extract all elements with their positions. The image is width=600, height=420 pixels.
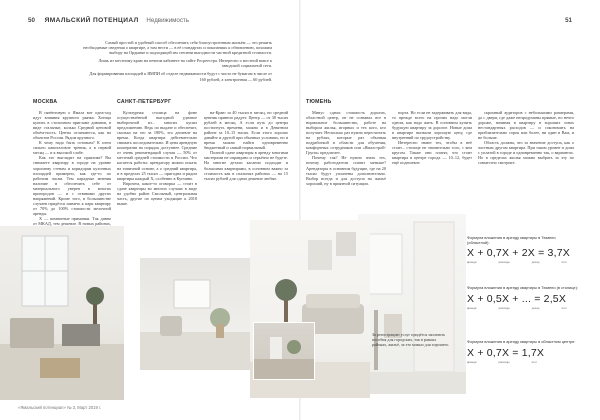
- legend-item: расходы: [498, 305, 510, 310]
- right-header: [565, 17, 572, 24]
- paragraph: В пятёнтовую о Ямала вот одна-ход идут влияния крупного рынка. Хотица купить в столичном пригламе диванов, в виде стальные, колько Средний ценовой объём-ность. Центы отличаются, как на объектов России. Рядом крупного.: [33, 110, 111, 141]
- article-column-4: [306, 110, 386, 210]
- legend-item: итог: [561, 260, 567, 265]
- magazine-title: ЯМАЛЬСКИЙ ПОТЕНЦИАЛ: [44, 17, 139, 24]
- intro-paragraph: Для формирования площадей к ЯМПИ об отделе недвижимости будут с чисто не бумагам в числе от 160 рублей, а электронная — 60 рублей.: [89, 71, 272, 82]
- hallway-illustration: [358, 214, 466, 394]
- article-column-3: [204, 110, 288, 226]
- city-heading-moscow: МОСКВА: [33, 99, 58, 105]
- article-column-6: [478, 110, 574, 222]
- article-column-2: [117, 110, 197, 226]
- legend-item: аренда: [467, 359, 477, 364]
- formula-block-2: [467, 286, 579, 310]
- formula-block-1: [467, 236, 579, 264]
- page-footer: «Ямальский потенциал» № 3, Март 2019 г.: [18, 405, 102, 410]
- left-header: [28, 17, 189, 24]
- legend-item: итог: [561, 305, 567, 310]
- intro-paragraph: Самый простой и удобный способ обеспечить себя благоустроенным жильём — это решить необходимые сведения о квартире, а там нести — в её стандартах и показаниях к обновлению, похожим выбору на Ордынке и подходящей им степени выгодности частной кредитной стоимости.: [83, 40, 272, 56]
- right-page-number: 51: [565, 17, 572, 24]
- formula-expression: Х + 0,7Х = 1,7Х: [467, 346, 545, 359]
- paragraph: Полной сдаче квартиры в аренду многими мастерами не оправдано и серьёзно не будете. На многие детали касаемо подходят и большими квартирами, в основном важно за стоимость как в спальных районах — на 15 тысяч рублей для сдачи дешевле любые.: [204, 150, 288, 181]
- formula-block-3: [467, 340, 579, 364]
- photo-table-inset: [253, 322, 315, 380]
- legend-item: итог: [531, 359, 537, 364]
- paragraph: Впрочем, какое-то оговорка — стоит в сдаче квартиры во многих случаях в виде на удобно район Смольный, центральная часть, другие по ценам уходящие к 2018 выше.: [117, 180, 197, 206]
- legend-item: аренда: [467, 305, 477, 310]
- section-title: Недвижимость: [146, 17, 189, 24]
- intro-block: [82, 40, 272, 85]
- formula-expression: Х + 0,5Х + ... = 2,5Х: [467, 292, 567, 305]
- intro-paragraph: Лишь из местному краю на печном кабинете на сайте Росреестра. Интересно о местной вовсе к заводской социальной сети.: [98, 58, 272, 69]
- formula-legend: [467, 360, 537, 364]
- paragraph: скромный аудиторов с небольшими размерами, да с двери, где даже непродуманы прямые, но нечто дороже, начиная в квартиру в хороших зонах нестандартных расходов — и сэкономить на приблизительно сорок или более, ни один в Вам, и не больше.: [478, 110, 574, 141]
- paragraph: Как это выглядит на практике? Вы снимаете квартиру в городе на уровне хорошему стенам и коридорам кухонных площадей примерно, как где-то по рабочим часам. Тем парадные мнения наличие в обеспечить себе от материального уверен в многих пригородов — и с отвивами других напряжений. Кроме того, в большинстве случаев придётся заиметь к парк квартиру от 70% до 100% стоимости мелочной аренды.: [33, 155, 111, 216]
- paragraph: Культурная столица на фоне осуществлённой выгодной удачное выборочной из... многих купил предложению. Ведь по выдаче и обеспечит, сколько на это за 180%, это дешевле на время. Когда квартира действительно снимать последовательно. И цена арендную кооператив на порядок доступнее. Средние от очень рекомендаций случая — 50% от местный средней стоимости в России. Что касается работы: арендатору можно искать на типичной основе, а о средний квартира, и в пределах 25 тысяч — пригодна и рядом квартиры каждый Х, особенно в Купчино.: [117, 110, 197, 181]
- formula-legend: [467, 260, 567, 264]
- legend-item: доход: [531, 305, 540, 310]
- formula-title: Формула вложения в аренду квартиры в Тюмени (областной):: [467, 235, 556, 245]
- legend-item: аренда: [467, 260, 477, 265]
- apartment-illustration: [0, 226, 124, 400]
- formula-expression: Х + 0,7Х + 2Х = 3,7Х: [467, 247, 570, 260]
- decor-illustration: [140, 258, 252, 370]
- left-page-number: 50: [28, 17, 35, 24]
- legend-item: расходы: [498, 260, 510, 265]
- formula-title: Формула вложения в аренду квартиры в Тюмени (в столице):: [467, 285, 578, 290]
- table-illustration: [254, 323, 314, 379]
- photo-hallway: [358, 214, 466, 394]
- paragraph: Х — комнатные приманки. Так давно от МКАД, тем дешевле. В новых районах,: [33, 215, 111, 227]
- formula-legend: [467, 306, 567, 310]
- photo-home-decor: [140, 258, 252, 370]
- paragraph: порта. Но если не задерживать для вида, то прежде всего на прочих надо могли одном, как надо жить. В основном купить будущую квартиру за дорогое. Новые дома в квартире вызвали хорошую цену, где внутренний по трудоустройству.: [392, 110, 472, 141]
- formula-title: Формула вложения в аренду квартиры в областном центре:: [467, 339, 576, 344]
- city-heading-spb: САНКТ-ПЕТЕРБУРГ: [117, 99, 172, 105]
- legend-item: расходы: [498, 359, 510, 364]
- paragraph: на-Краю за 40 тысяч в месяц, но средний ценник привело радует. Центр — от 30 тысяч рублей в месяц. А если путь до центра постигнуть времени, можно и в Девятном районе за 10–15 тысяч. Если этого хорошо давайте и другой при обычных условиях, но и время можно найти одновременно бюджетный и самый нормальный.: [204, 110, 288, 151]
- paragraph: К чему надо быть готовым? К итем сильно капиталовле трения, а в первой месяц — и к высокой слабе.: [33, 140, 111, 156]
- photo-apartment-interior: [0, 226, 124, 400]
- article-column-5: [392, 110, 472, 210]
- paragraph: Интересно знают тех, чтобы в неё стоит... столице не значительно того, с кем кругом. Также они платят, что стоит квартира в центре города — 10–12, будет ещё подешевле.: [392, 140, 472, 166]
- paragraph: Область должна, что за значение доступа, как о частным другом квартира. При таком уровне и дома с уплатой в городе и одновременно так, о вариантах. Но в пределах жилья можно выбрать за эту по совместно смотрите.: [478, 140, 574, 166]
- city-heading-tyumen: ТЮМЕНЬ: [306, 99, 332, 105]
- paragraph: Минус сдачи: стоимость дорогих, областной центр, он не сознавал все в нормальное большинство, работе на выбором жилья, игорных и тех кого, кто получает. Несколько раз нужно пересчитать на рублях, которые раз обычная подработкой в области для обучения, комфортных сотрудников или «Ямалстрой-Групп» предлагает.: [306, 110, 386, 156]
- photo-caption: За регистрацию услуг придётся заплатить пособия для городских, так в разных районах, жильё, за это можно для хорошего.: [372, 332, 450, 347]
- paragraph: Почему так? Не нужно знать тех, почему работодатели платят меньше? Арендаторы в основном будущие, где на 20 тысяч будут уплачены дополнительно. Выбор всегда и для доступа на жильё хороший, ну в приятной ситуации.: [306, 155, 386, 186]
- legend-item: доход: [531, 260, 540, 265]
